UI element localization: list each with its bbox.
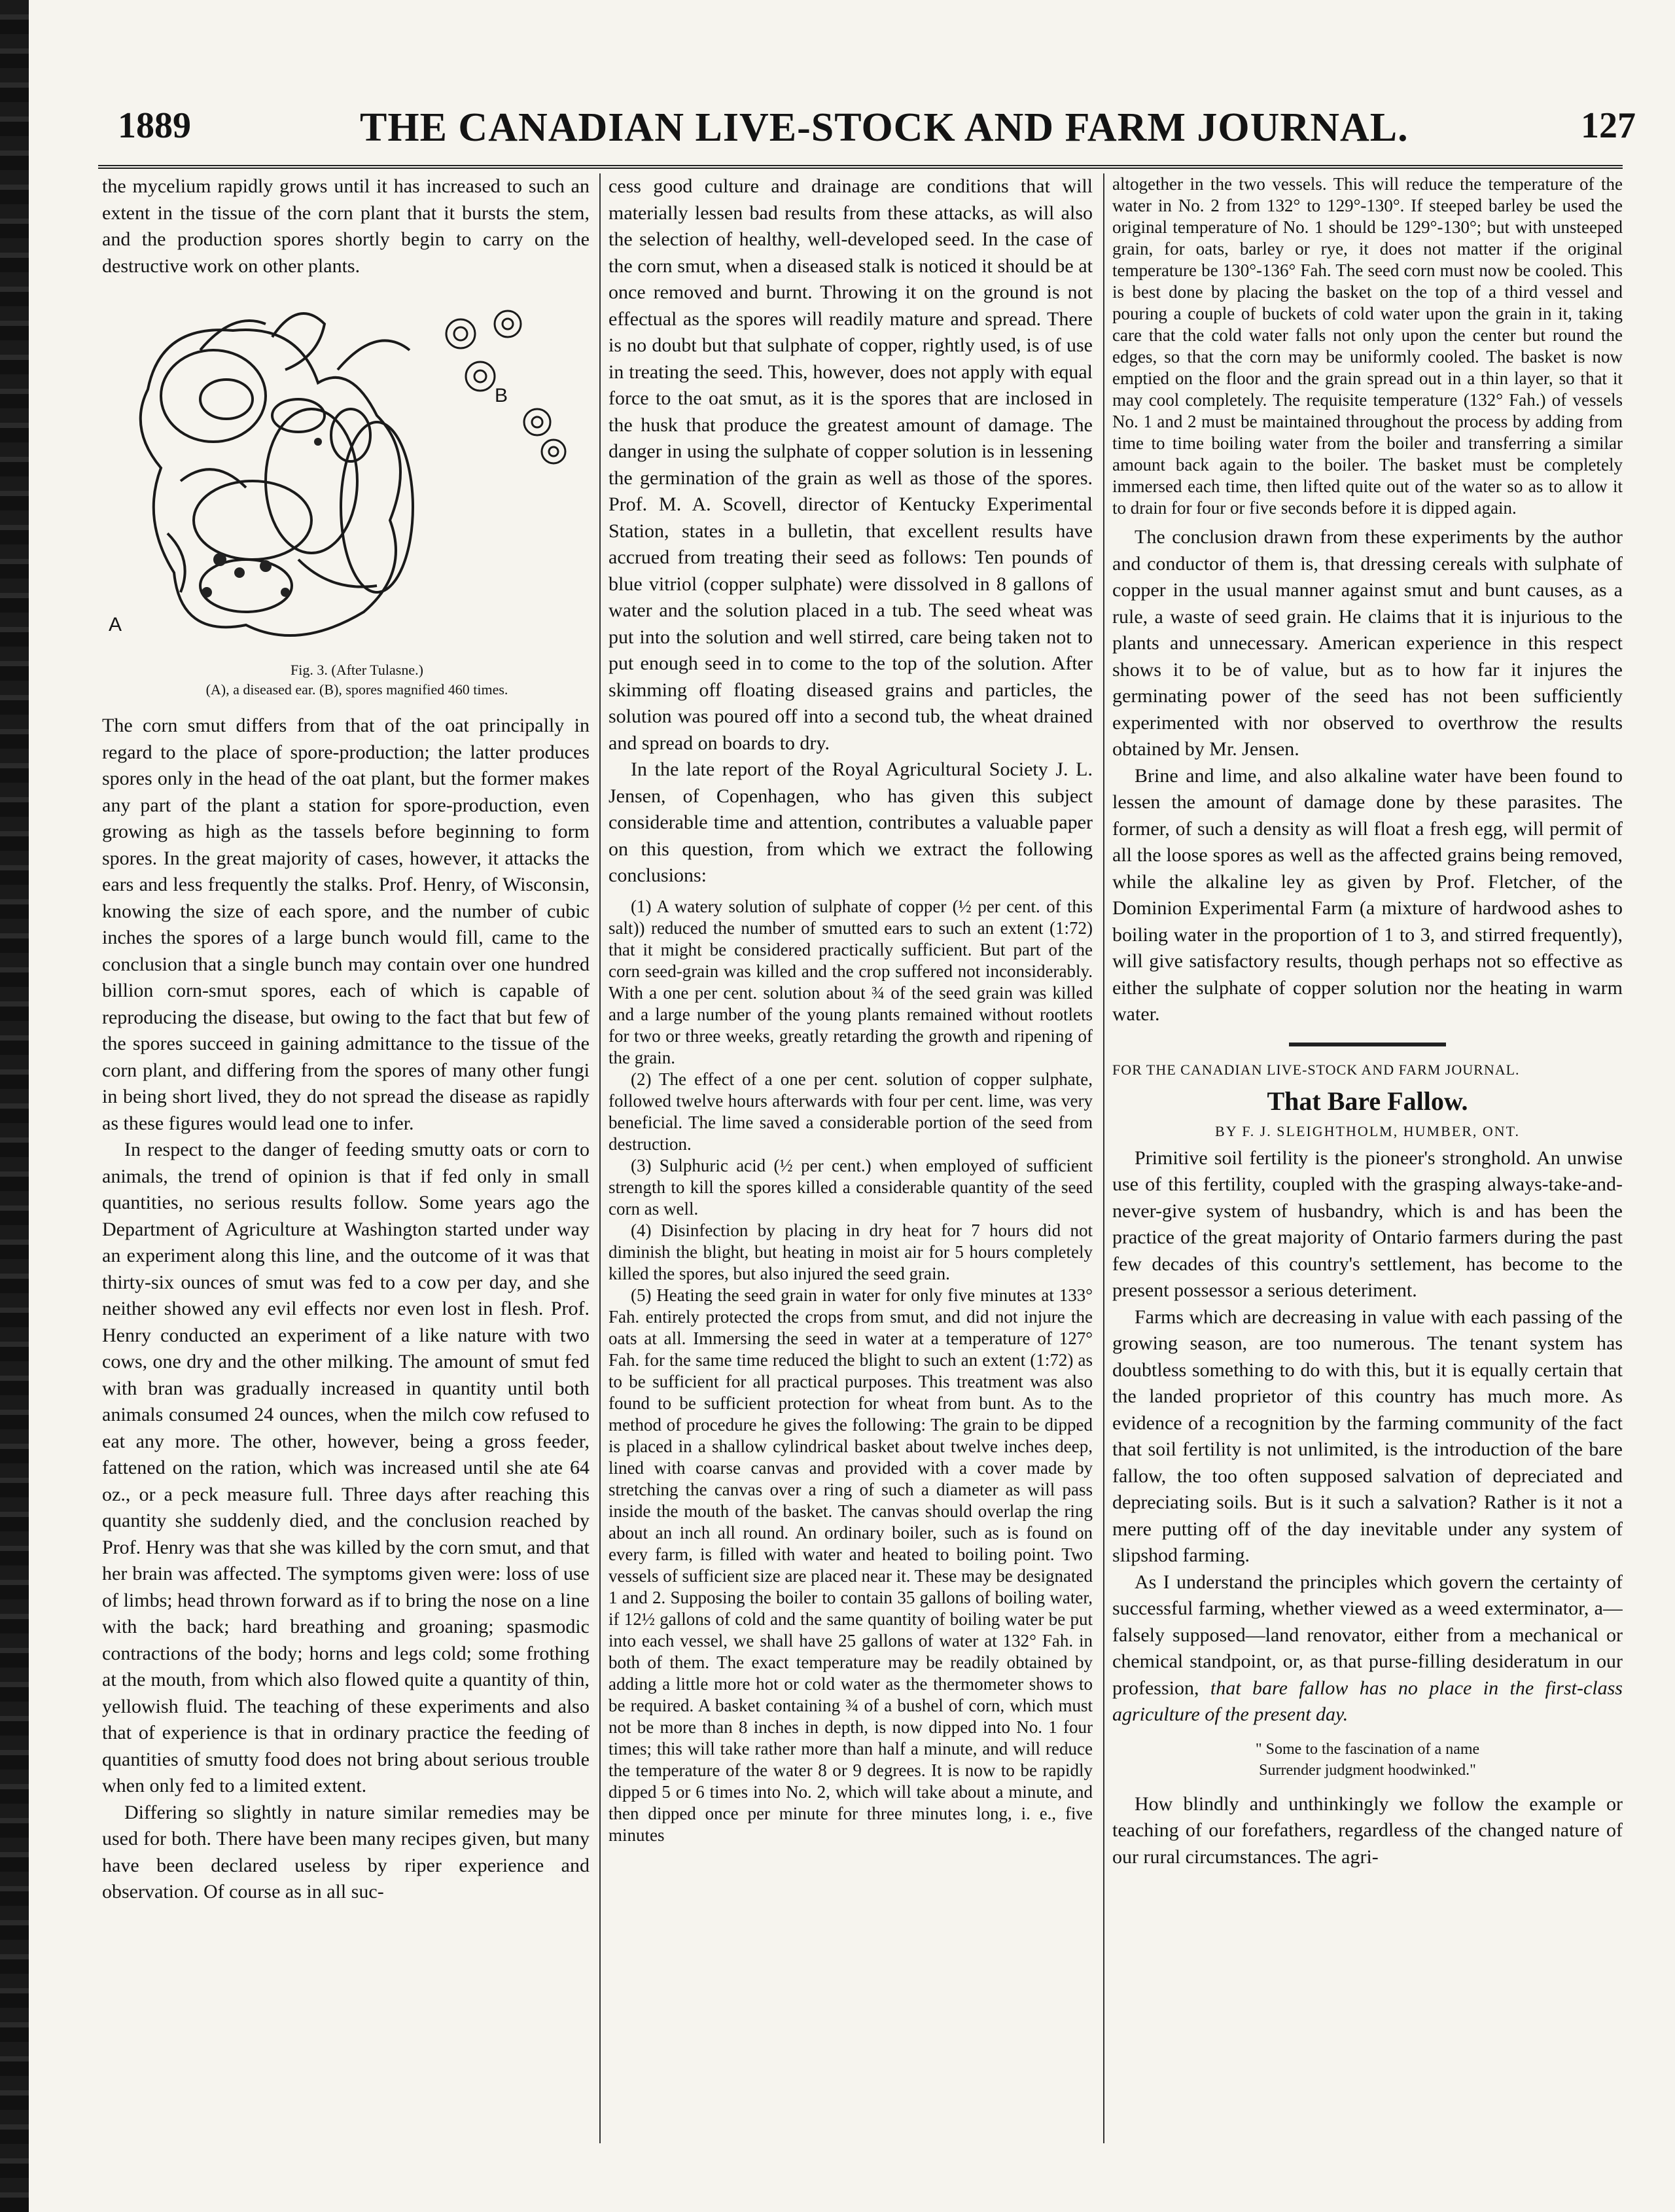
conclusion-item: (5) Heating the seed grain in water for only five minutes at 133° Fah. entirely protected the crops from smut, and did not injure the oats at all. Immersing the seed in water at a temperature of 127° Fah. for the same time reduced the blight to such an extent (1:72) as to be sufficient for all practical purposes. This treatment was also found to be sufficient protection for wheat from bunt. As to the method of procedure he gives the following: The grain to be dipped is placed in a shallow cylindrical basket about twelve inches deep, lined with coarse canvas and provided with a cover made by stretching the canvas over a ring of such a diameter as will pass inside the mouth of the basket. The canvas should overlap the ring about an inch all round. An ordinary boiler, such as is found on every farm, is filled with water and heated to boiling point. Two vessels of sufficient size are placed near it. These may be designated 1 and 2. Supposing the boiler to contain 35 gallons of boiling water, if 12½ gallons of cold and the same quantity of boiling water be put into each vessel, we shall have 25 gallons of water at 132° Fah. in both of them. The exact temperature may be readily obtained by adding a little more hot or cold water as the thermometer shows to be required. A basket containing ¾ of a bushel of corn, which must not be more than 8 inches in depth, is now dipped into No. 1 four times; this will take rather more than half a minute, and will reduce the temperature of the water 8 or 9 degrees. It is now to be rapidly dipped 5 or 6 times into No. 2, which will take about a minute, and then dipped once per minute for three minutes long, i. e., five minutes xyxy=(608,1285,1093,1845)
paragraph-text: As I understand the principles which govern the certainty of successful farming, whether viewed as a weed exterminator, a—falsely supposed—land renovator, either from a mechanical or chemical standpoint, or, as that purse-filling desideratum in our profession, xyxy=(1112,1571,1623,1699)
quotation-line: Surrender judgment hoodwinked." xyxy=(1259,1761,1476,1779)
figure-label-b: B xyxy=(495,385,508,406)
conclusion-item: (1) A watery solution of sulphate of copper (½ per cent. of this salt)) reduced the number of smutted ears to such an extent (1:72) that it might be considered practically sufficient. But part of the corn seed-grain was killed and the crop suffered not inconsiderably. With a one per cent. solution about ¾ of the seed grain was killed and a large number of the young plants remained without rootlets for two or three weeks, greatly retarding the growth and ripening of the grain. xyxy=(608,896,1093,1067)
paragraph: The conclusion drawn from these experiments by the author and conductor of them is, that dressing cereals with sulphate of copper in the usual manner against smut and bunt causes, as a rule, a waste of seed grain. He claims that it is injurious to the plants and unnecessary. American experience in this respect shows it to be of value, but as to how far it injures the germinating power of the seed has not been sufficiently experimented with nor observed to overthrow the results obtained by Mr. Jensen. xyxy=(1112,526,1623,760)
column-divider xyxy=(1103,173,1104,2143)
column-1 xyxy=(102,173,590,2150)
journal-title: THE CANADIAN LIVE-STOCK AND FARM JOURNAL. xyxy=(360,105,1409,150)
paragraph: Primitive soil fertility is the pioneer's stronghold. An unwise use of this fertility, coupled with the grasping always-take-and-never-give system of husbandry, which is and has been the practice of the great majority of Ontario farmers during the past few decades of this country's settlement, has become to the present possessor a serious deteriment. xyxy=(1112,1147,1623,1301)
column-3 xyxy=(1112,173,1623,2150)
header-rule xyxy=(98,165,1623,169)
paragraph xyxy=(1112,1569,1623,1728)
figure-caption: Fig. 3. (After Tulasne.) xyxy=(291,662,423,678)
emphasized-text: that bare fallow has no place in the first-class agriculture of the present day. xyxy=(1112,1677,1623,1725)
conclusion-item: (2) The effect of a one per cent. solution of copper sulphate, followed twelve hours afterwards with four per cent. lime, was very beneficial. The lime saved a considerable portion of the seed from destruction. xyxy=(608,1069,1093,1154)
paragraph: How blindly and unthinkingly we follow the example or teaching of our forefathers, regardless of the changed nature of our rural circumstances. The agri- xyxy=(1112,1793,1623,1868)
article-separator xyxy=(1289,1043,1446,1046)
article-source: FOR THE CANADIAN LIVE-STOCK AND FARM JOURNAL. xyxy=(1112,1061,1520,1078)
header-year: 1889 xyxy=(118,105,191,146)
paragraph: Differing so slightly in nature similar remedies may be used for both. There have been many recipes given, but many have been declared useless by riper experience and observation. Of course as in all suc- xyxy=(102,1801,590,1902)
quotation xyxy=(1112,1739,1623,1781)
figure-caption-detail: (A), a diseased ear. (B), spores magnified 460 times. xyxy=(205,681,508,698)
article-byline: BY F. J. SLEIGHTHOLM, HUMBER, ONT. xyxy=(1215,1123,1520,1139)
paragraph: the mycelium rapidly grows until it has increased to such an extent in the tissue of the corn plant that it bursts the stem, and the production spores shortly begin to carry on the destructive work on other plants. xyxy=(102,175,590,277)
paragraph: In the late report of the Royal Agricultural Society J. L. Jensen, of Copenhagen, who has given this subject considerable time and attention, contributes a valuable paper on this question, from which we extract the following conclusions: xyxy=(608,758,1093,886)
column-divider xyxy=(599,173,601,2143)
article-title: That Bare Fallow. xyxy=(1267,1086,1468,1116)
binding-edge xyxy=(0,0,29,2212)
conclusion-item: (3) Sulphuric acid (½ per cent.) when employed of sufficient strength to kill the spores killed a considerable quantity of the seed corn as well. xyxy=(608,1155,1093,1219)
figure-label-a: A xyxy=(109,614,122,635)
quotation-line: " Some to the fascination of a name xyxy=(1255,1740,1480,1758)
paragraph: Brine and lime, and also alkaline water have been found to lessen the amount of damage done by these parasites. The former, of such a density as will float a fresh egg, will permit of all the loose spores as well as the affected grains being removed, while the alkaline ley as given by Prof. Fletcher, of the Dominion Experimental Farm (a mixture of hardwood ashes to boiling water in the proportion of 1 to 3, and stirred frequently), will give satisfactory results, though perhaps not so effective as either the sulphate of copper solution nor the heating in warm water. xyxy=(1112,764,1623,1025)
column-2 xyxy=(608,173,1093,2150)
paragraph: The corn smut differs from that of the oat principally in regard to the place of spore-production; the latter produces spores only in the head of the oat plant, but the former makes any part of the plant a station for spore-production, even growing as high as the tassels before beginning to form spores. In the great majority of cases, however, it attacks the ears and less frequently the stalks. Prof. Henry, of Wisconsin, knowing the size of each spore, and the number of cubic inches the spores of a large bunch would fill, came to the conclusion that a single bunch may contain over one hundred billion corn-smut spores, each of which is capable of reproducing the disease, but owing to the fact that but few of the spores succeed in gaining admittance to the tissue of the corn plant, and differing from the spores of many other fungi in being short lived, they do not spread the disease as rapidly as these figures would lead one to infer. xyxy=(102,715,590,1134)
paragraph: In respect to the danger of feeding smutty oats or corn to animals, the trend of opinion is that if fed only in small quantities, no serious results follow. Some years ago the Department of Agriculture at Washington started under way an experiment along this line, and the outcome of it was that thirty-six ounces of smut was fed to a cow per day, and she neither showed any evil effects nor even lost in flesh. Prof. Henry conducted an experiment of a like nature with two cows, one dry and the other milking. The amount of smut fed with bran was gradually increased in quantity until both animals consumed 24 ounces, when the milch cow refused to eat any more. The other, however, being a gross feeder, fattened on the ration, which was increased until she ate 64 oz., or a peck measure full. Three days after reaching this quantity she suddenly died, and the conclusion reached by Prof. Henry was that she was killed by the corn smut, and that her brain was affected. The symptoms given were: loss of use of limbs; head thrown forward as if to bring the nose on a line with the back; hard breathing and groaning; spasmodic contractions of the body; horns and legs cold; some frothing at the mouth, from which also flowed quite a quantity of thin, yellowish fluid. The teaching of these experiments and also that of experience is that in ordinary practice the feeding of quantities of smutty food does not bring about serious trouble when only fed to a limited extent. xyxy=(102,1139,590,1796)
paragraph: Farms which are decreasing in value with each passing of the growing season, are too numerous. The tenant system has doubtless something to do with this, but it is equally certain that the landed proprietor of this country has much more. As evidence of a recognition by the farming community of the fact that soil fertility is not unlimited, is the introduction of the bare fallow, the too often supposed salvation of depreciated and depreciating soils. But is it such a salvation? Rather is it not a mere putting off of the day inevitable under any system of slipshod farming. xyxy=(1112,1306,1623,1566)
diseased-ear-illustration xyxy=(102,285,590,651)
paragraph: altogether in the two vessels. This will reduce the temperature of the water in No. 2 from 132° to 129°-130°. If steeped barley be used the original temperature of No. 1 should be 129°-130°; but with unsteeped grain, for oats, barley or rye, it does not matter if the original temperature be 130°-136° Fah. The seed corn must now be cooled. This is best done by placing the basket on the top of a third vessel and pouring a couple of buckets of cold water upon the grain in it, taking care that the cold water falls not only upon the center but round the edges, so that the corn may be uniformly cooled. The basket is now emptied on the floor and the grain spread out in a thin layer, so that it may cool completely. The requisite temperature (132° Fah.) of vessels No. 1 and 2 must be maintained throughout the process by adding from time to time boiling water from the boiler and transferring a similar amount back again to the boiler. The basket must be completely immersed each time, then lifted quite out of the water so as to allow it to drain for four or five seconds before it is dipped again. xyxy=(1112,174,1623,518)
paragraph: cess good culture and drainage are conditions that will materially lessen bad results from these attacks, as will also the selection of healthy, well-developed seed. In the case of the corn smut, when a diseased stalk is noticed it should be at once removed and burnt. Throwing it on the ground is not effectual as the spores will readily mature and spread. There is no doubt but that sulphate of copper, rightly used, is of use in treating the seed. This, however, does not apply with equal force to the oat smut, as it is the spores that are inclosed in the husk that produce the greatest amount of damage. The danger in using the sulphate of copper solution is in lessening the germination of the grain as well as those of the spores. Prof. M. A. Scovell, director of Kentucky Experimental Station, states in a bulletin, that excellent results have accrued from treating their seed as follows: Ten pounds of blue vitriol (copper sulphate) were dissolved in 8 gallons of water and the solution placed in a tub. The seed wheat was put into the solution and well stirred, care being taken not to put enough seed in to come to the top of the solution. After skimming off floating diseased grains and particles, the solution was poured off into a second tub, the wheat drained and spread on boards to dry. xyxy=(608,175,1093,754)
figure-corn-smut xyxy=(102,285,590,710)
page-number: 127 xyxy=(1581,105,1636,146)
page-header xyxy=(79,105,1636,164)
conclusion-item: (4) Disinfection by placing in dry heat for 7 hours did not diminish the blight, but heating in moist air for 5 hours completely killed the spores, but also injured the seed grain. xyxy=(608,1220,1093,1283)
